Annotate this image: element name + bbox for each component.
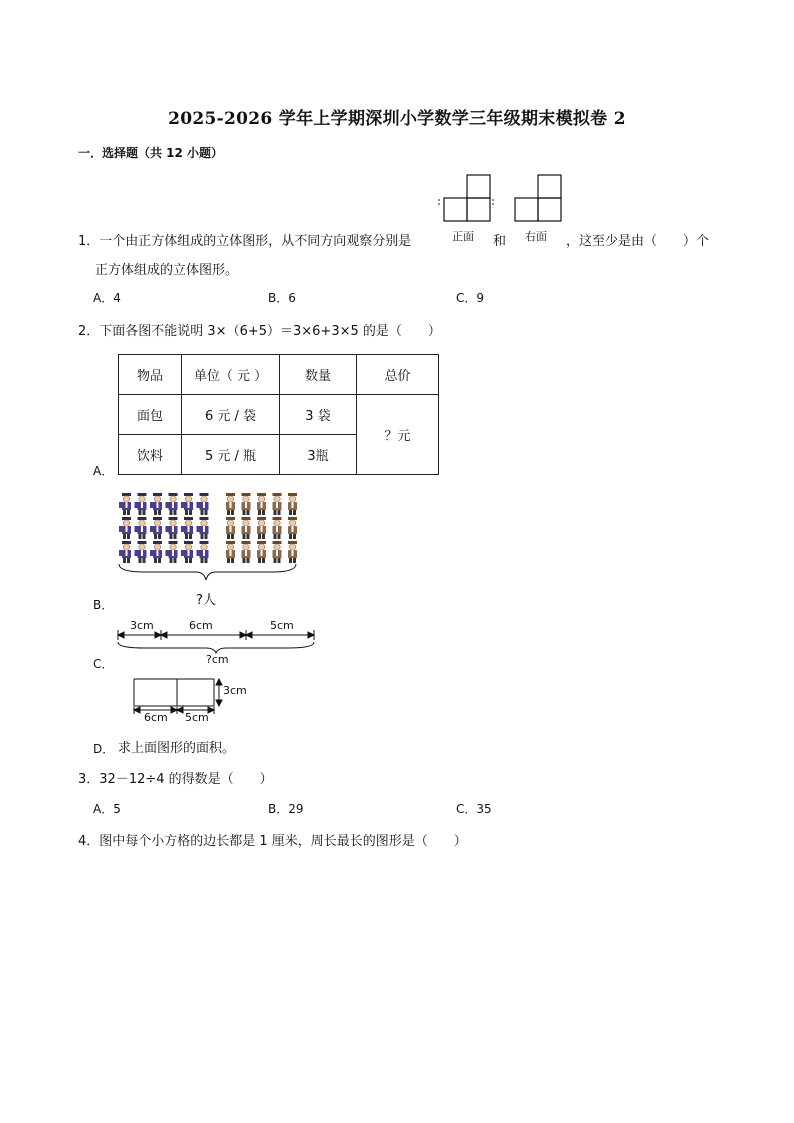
page-title: 2025-2026 学年上学期深圳小学数学三年级期末模拟卷 2	[168, 109, 626, 129]
person-icon-brown	[273, 493, 282, 515]
front-view-cell	[444, 198, 467, 221]
person-icon-purple	[135, 493, 147, 515]
front-view-label: 正面	[452, 230, 474, 243]
q1-stem	[78, 230, 411, 249]
q2-stem: 2．下面各图不能说明 3×（6+5）＝3×6+3×5 的是（ ）	[78, 324, 441, 339]
person-icon-brown	[226, 517, 235, 539]
person-icon-brown	[257, 493, 266, 515]
rect-width-label: 6cm	[144, 711, 168, 724]
section-heading: 一．选择题（共 12 小题）	[78, 146, 224, 160]
segment-total-label: ?cm	[206, 653, 229, 666]
right-view-cell	[538, 198, 561, 221]
person-icon-purple	[181, 517, 193, 539]
q1-line2: 正方体组成的立体图形。	[95, 263, 239, 278]
table-cell: 面包	[119, 395, 182, 435]
q1-option-c: C．9	[456, 291, 485, 305]
table-cell: 3瓶	[280, 435, 357, 475]
right-view-label: 右面	[525, 230, 547, 243]
q4-stem: 4．图中每个小方格的边长都是 1 厘米，周长最长的图形是（ ）	[78, 834, 467, 849]
q1-option-b: B．6	[268, 291, 296, 305]
person-icon-brown	[288, 541, 297, 563]
table-header: 数量	[280, 355, 357, 395]
q2-option-d-label: D．	[93, 742, 115, 756]
front-view-cell	[467, 175, 490, 198]
front-view-cell	[467, 198, 490, 221]
person-icon-brown	[226, 541, 235, 563]
price-table	[118, 354, 439, 475]
person-icon-purple	[181, 541, 193, 563]
people-figure	[114, 490, 304, 605]
person-icon-purple	[166, 517, 178, 539]
person-icon-purple	[150, 517, 162, 539]
person-icon-purple	[135, 541, 147, 563]
segment-label: 5cm	[270, 619, 294, 632]
table-cell: 饮料	[119, 435, 182, 475]
table-cell: 6 元 / 袋	[182, 395, 280, 435]
person-icon-brown	[242, 517, 251, 539]
person-icon-purple	[119, 517, 131, 539]
person-icon-purple	[197, 493, 209, 515]
q3-stem: 3．32－12÷4 的得数是（ ）	[78, 772, 273, 787]
q3-option-b: B．29	[268, 802, 304, 816]
q1-option-a: A．4	[93, 291, 121, 305]
q2-option-a-label: A．	[93, 464, 114, 478]
person-icon-purple	[197, 517, 209, 539]
table-cell: 5 元 / 瓶	[182, 435, 280, 475]
q3-option-c: C．35	[456, 802, 492, 816]
person-icon-purple	[150, 541, 162, 563]
q1-and: 和	[493, 234, 507, 249]
table-cell: 3 袋	[280, 395, 357, 435]
q2-option-b-label: B．	[93, 598, 114, 612]
person-icon-brown	[257, 517, 266, 539]
people-brace	[119, 564, 296, 580]
people-total-label: ?人	[196, 593, 216, 608]
person-icon-brown	[273, 541, 282, 563]
table-total-cell: ？元	[357, 395, 439, 475]
person-icon-brown	[273, 517, 282, 539]
person-icon-purple	[135, 517, 147, 539]
person-icon-purple	[150, 493, 162, 515]
q1-text-b: ，这至少是由（ ）个	[566, 234, 710, 249]
q1-text-a: 一个由正方体组成的立体图形，从不同方向观察分别是	[99, 234, 412, 249]
person-icon-purple	[166, 493, 178, 515]
person-icon-brown	[226, 493, 235, 515]
q2-option-c-label: C．	[93, 657, 114, 671]
person-icon-brown	[288, 517, 297, 539]
table-header: 单位（ 元 ）	[182, 355, 280, 395]
person-icon-purple	[197, 541, 209, 563]
person-icon-brown	[257, 541, 266, 563]
q3-option-a: A．5	[93, 802, 121, 816]
q1-number: 1．	[78, 234, 100, 249]
rect-height-label: 3cm	[223, 684, 247, 697]
q1-views-figure	[430, 170, 580, 228]
segment-label: 6cm	[189, 619, 213, 632]
segment-label: 3cm	[130, 619, 154, 632]
person-icon-purple	[181, 493, 193, 515]
person-icon-purple	[119, 493, 131, 515]
table-header: 总价	[357, 355, 439, 395]
person-icon-brown	[242, 541, 251, 563]
rect-width-label: 5cm	[185, 711, 209, 724]
q2-option-d-text: 求上面图形的面积。	[118, 741, 236, 756]
person-icon-purple	[166, 541, 178, 563]
person-icon-brown	[242, 493, 251, 515]
right-view-cell	[515, 198, 538, 221]
person-icon-brown	[288, 493, 297, 515]
rectangle-figure	[128, 676, 228, 720]
person-icon-purple	[119, 541, 131, 563]
table-header: 物品	[119, 355, 182, 395]
right-view-cell	[538, 175, 561, 198]
